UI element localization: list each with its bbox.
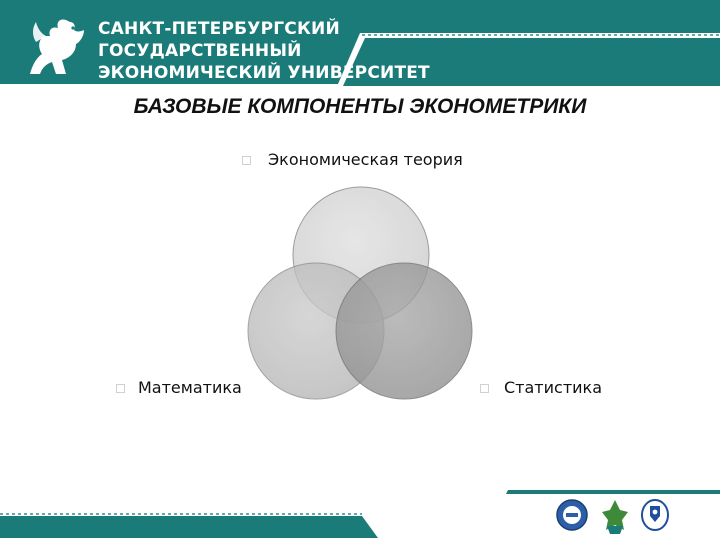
venn-circle-statistics [336, 263, 472, 399]
university-name-line-2: ГОСУДАРСТВЕННЫЙ [98, 41, 302, 61]
bullet-icon [480, 384, 489, 393]
spbu-seal-icon [555, 498, 589, 532]
label-mathematics: Математика [138, 378, 242, 397]
label-statistics: Статистика [504, 378, 602, 397]
university-name-line-3: ЭКОНОМИЧЕСКИЙ УНИВЕРСИТЕТ [98, 63, 430, 83]
university-name-line-1: САНКТ-ПЕТЕРБУРГСКИЙ [98, 19, 340, 39]
unecon-emblem-icon [598, 498, 632, 536]
crest-icon [640, 498, 670, 532]
slide-title: БАЗОВЫЕ КОМПОНЕНТЫ ЭКОНОМЕТРИКИ [133, 95, 587, 118]
label-economic-theory: Экономическая теория [268, 150, 463, 169]
bullet-icon [242, 156, 251, 165]
bullet-icon [116, 384, 125, 393]
